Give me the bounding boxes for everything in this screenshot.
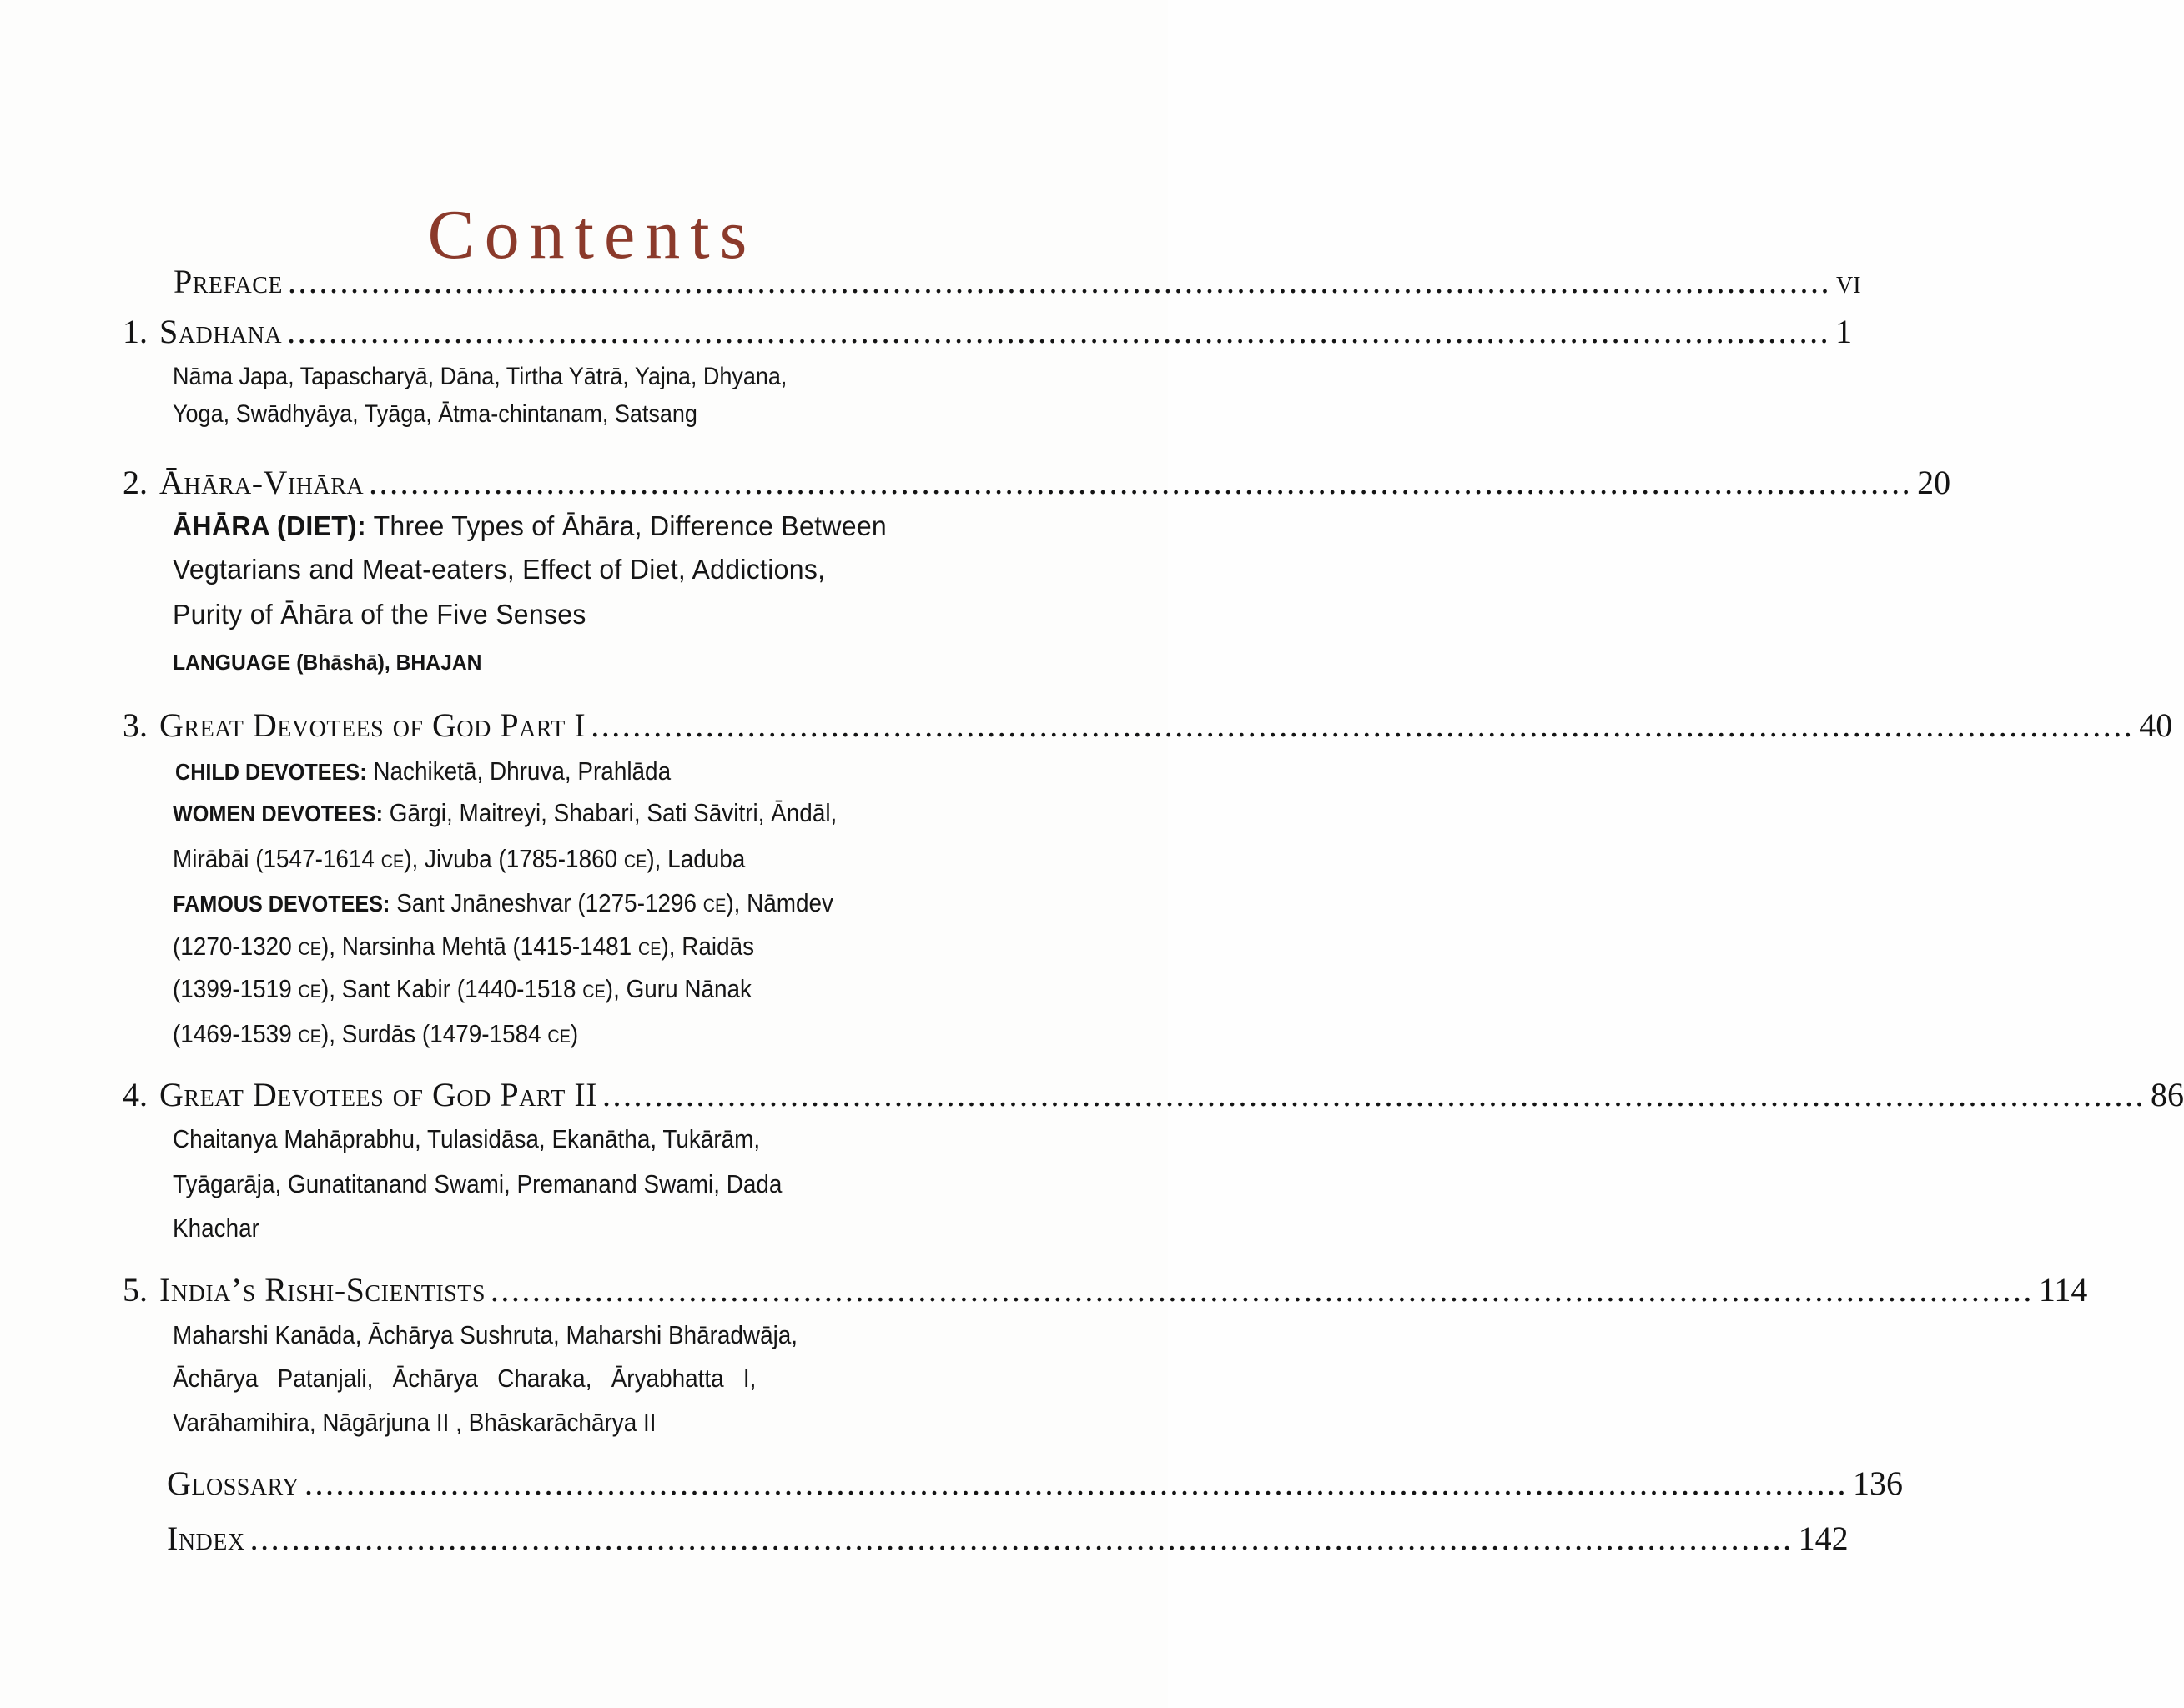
dot-leader: ....................................................................................................................................................: [602, 1076, 2146, 1113]
subtopics-text: Nachiketā, Dhruva, Prahlāda: [373, 756, 672, 786]
dot-leader: ....................................................................................................................................................: [287, 313, 1831, 350]
dot-leader: ....................................................................................................................................................: [591, 706, 2135, 744]
entry-label: India’s Rishi-Scientists: [159, 1271, 486, 1309]
entry-label: Great Devotees of God Part II: [159, 1076, 598, 1113]
era-abbreviation: ce: [298, 1019, 321, 1048]
dot-leader: ....................................................................................................................................................: [249, 1520, 1794, 1557]
chapter-number: 2.: [123, 464, 148, 501]
page-number: 114: [2038, 1271, 2088, 1309]
section-label-child: CHILD DEVOTEES:: [175, 759, 367, 785]
subtopics-line: Yoga, Swādhyāya, Tyāga, Ātma-chintanam, Satsang: [173, 400, 697, 428]
era-abbreviation: ce: [637, 932, 662, 961]
subtopics-line: [175, 750, 671, 794]
subtopics-line: (1399-1519 ce), Sant Kabir (1440-1518 ce), Guru Nānak: [173, 974, 752, 1003]
subtopics-line: Nāma Japa, Tapascharyā, Dāna, Tirtha Yātrā, Yajna, Dhyana,: [173, 363, 788, 390]
toc-entry-devotees-part-1[interactable]: [123, 705, 2173, 746]
chapter-number: 3.: [123, 706, 148, 744]
dot-leader: ....................................................................................................................................................: [369, 464, 1913, 501]
subtopics-text: Gārgi, Maitreyi, Shabari, Sati Sāvitri, Āndāl,: [389, 798, 838, 827]
entry-label: Sadhana: [159, 313, 283, 350]
subtopics-line: Varāhamihira, Nāgārjuna II , Bhāskarāchārya II: [173, 1408, 657, 1437]
subtopics-line: Tyāgarāja, Gunatitanand Swami, Premanand Swami, Dada: [173, 1169, 783, 1198]
section-label-language: LANGUAGE (Bhāshā), BHAJAN: [173, 650, 482, 675]
subtopics-line: Mirābāi (1547-1614 ce), Jivuba (1785-1860 ce), Laduba: [173, 844, 746, 873]
section-label-famous: FAMOUS DEVOTEES:: [173, 891, 390, 917]
section-label-diet: ĀHĀRA (DIET):: [173, 510, 366, 541]
era-abbreviation: ce: [623, 844, 647, 873]
subtopics-line: [173, 791, 837, 836]
section-label-women: WOMEN DEVOTEES:: [173, 801, 384, 826]
subtopics-line: [173, 882, 833, 926]
entry-label: Āhāra-Vihāra: [159, 464, 365, 501]
page-number: 40: [2139, 706, 2173, 744]
chapter-number: 4.: [123, 1076, 148, 1113]
dot-leader: ....................................................................................................................................................: [490, 1271, 2034, 1309]
toc-entry-sadhana[interactable]: [123, 311, 1853, 353]
dot-leader: ....................................................................................................................................................: [288, 263, 1832, 300]
subtopics-line: Khachar: [173, 1213, 259, 1243]
era-abbreviation: ce: [380, 844, 405, 873]
subtopics-text: Sant Jnāneshvar (1275-1296 ce), Nāmdev: [396, 888, 833, 917]
page-number: 20: [1917, 464, 1951, 501]
page-number: 136: [1852, 1464, 1903, 1502]
subtopics-line: Āchārya Patanjali, Āchārya Charaka, Āryabhatta I,: [173, 1364, 757, 1393]
toc-entry-rishi-scientists[interactable]: [123, 1269, 2088, 1311]
toc-entry-glossary[interactable]: [167, 1463, 1903, 1505]
subtopics-line: (1270-1320 ce), Narsinha Mehtā (1415-1481 ce), Raidās: [173, 932, 755, 961]
subtopics-text: Three Types of Āhāra, Difference Between: [373, 510, 888, 541]
toc-entry-index[interactable]: [167, 1518, 1849, 1560]
page-number: vi: [1836, 263, 1861, 300]
page-number: 86: [2151, 1076, 2184, 1113]
subtopics-line: Chaitanya Mahāprabhu, Tulasidāsa, Ekanātha, Tukārām,: [173, 1124, 761, 1153]
toc-entry-ahara-vihara[interactable]: [123, 462, 1951, 504]
page-number: 1: [1835, 313, 1853, 350]
subtopics-line: [173, 646, 482, 679]
toc-entry-devotees-part-2[interactable]: [123, 1074, 2184, 1116]
era-abbreviation: ce: [547, 1019, 571, 1048]
chapter-number: 5.: [123, 1271, 148, 1309]
era-abbreviation: ce: [298, 932, 321, 961]
subtopics-line: Vegtarians and Meat-eaters, Effect of Diet, Addictions,: [173, 554, 826, 585]
chapter-number: 1.: [123, 313, 148, 350]
entry-label: Preface: [174, 263, 284, 300]
era-abbreviation: ce: [702, 888, 727, 917]
toc-entry-preface[interactable]: [174, 261, 1861, 303]
entry-label: Glossary: [167, 1464, 299, 1502]
era-abbreviation: ce: [582, 974, 606, 1003]
dot-leader: ....................................................................................................................................................: [304, 1464, 1848, 1502]
entry-label: Index: [167, 1520, 245, 1557]
subtopics-line: [173, 505, 887, 548]
era-abbreviation: ce: [298, 974, 321, 1003]
page-number: 142: [1798, 1520, 1849, 1557]
entry-label: Great Devotees of God Part I: [159, 706, 586, 744]
subtopics-line: Maharshi Kanāda, Āchārya Sushruta, Maharshi Bhāradwāja,: [173, 1320, 798, 1349]
page-title: Contents: [427, 196, 757, 274]
subtopics-line: (1469-1539 ce), Surdās (1479-1584 ce): [173, 1019, 579, 1048]
subtopics-line: Purity of Āhāra of the Five Senses: [173, 599, 586, 630]
